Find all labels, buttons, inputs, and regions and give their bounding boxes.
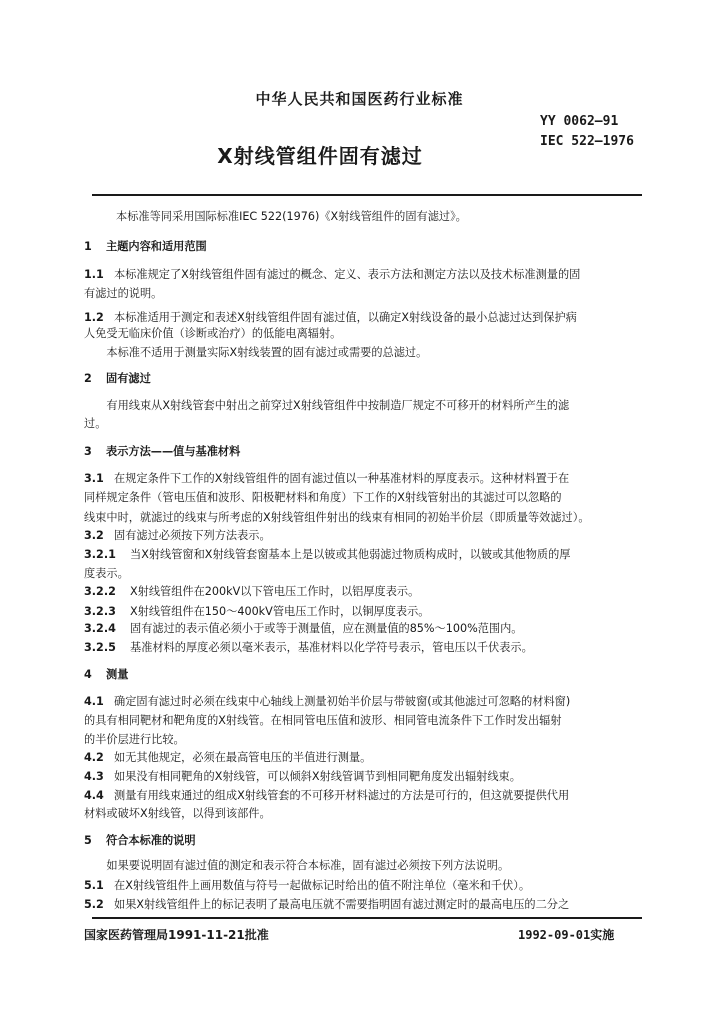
body-line: [84, 287, 654, 301]
clause-number: 4: [84, 668, 92, 681]
section-title: 符合本标准的说明: [106, 834, 196, 847]
clause-text: 确定固有滤过时必须在线束中心轴线上测量初始半价层与带铍窗(或其他滤过可忽略的材料窗): [114, 695, 571, 708]
clause-text: 的半价层进行比较。: [84, 733, 185, 746]
section-title: 主题内容和适用范围: [106, 240, 207, 253]
body-line: [84, 879, 654, 893]
clause-number: 3.2: [84, 529, 104, 542]
body-line: [84, 268, 654, 282]
footer-divider: [92, 917, 642, 919]
section-heading: [84, 372, 654, 386]
body-line: [84, 511, 654, 525]
clause-text: 的具有相同靶材和靶角度的X射线管。在相同管电压值和波形、相同管电流条件下工作时发出辐射: [84, 714, 562, 727]
clause-number: 4.3: [84, 770, 104, 783]
clause-number: 5.2: [84, 898, 104, 911]
section-title: 表示方法——值与基准材料: [106, 445, 241, 458]
clause-text: 度表示。: [84, 567, 129, 580]
clause-text: 如果没有相同靶角的X射线管，可以倾斜X射线管调节到相同靶角度发出辐射线束。: [114, 770, 521, 783]
effective-date: 1992-09-01实施: [518, 928, 615, 942]
header-divider: [92, 194, 642, 196]
body-line: [84, 491, 654, 505]
body-line: [84, 751, 654, 765]
body-line: [84, 898, 654, 912]
body-line: [84, 789, 654, 803]
section-heading: [84, 240, 654, 254]
clause-text: 测量有用线束通过的组成X射线管套的不可移开材料滤过的方法是可行的，但这就要提供代用: [114, 789, 570, 802]
clause-text: 当X射线管窗和X射线管套窗基本上是以铍或其他弱滤过物质构成时，以铍或其他物质的厚: [130, 548, 571, 561]
section-title: 测量: [106, 668, 129, 681]
clause-text: 有用线束从X射线管套中射出之前穿过X射线管组件中按制造厂规定不可移开的材料所产生的滤: [84, 399, 570, 412]
clause-number: 5.1: [84, 879, 104, 892]
body-line: [84, 695, 654, 709]
clause-number: 1.2: [84, 311, 104, 324]
clause-text: 同样规定条件（管电压值和波形、阳极靶材料和角度）下工作的X射线管射出的其滤过可以忽略的: [84, 491, 562, 504]
body-line: [84, 714, 654, 728]
body-line: [84, 605, 654, 619]
clause-number: 3.2.2: [84, 585, 116, 598]
clause-text: X射线管组件在150～400kV管电压工作时，以铜厚度表示。: [130, 605, 430, 618]
body-line: [84, 770, 654, 784]
iec-code: IEC 522—1976: [540, 134, 634, 149]
clause-number: 3.2.5: [84, 641, 116, 654]
clause-text: 人免受无临床价值（诊断或治疗）的低能电离辐射。: [84, 327, 342, 340]
body-line: [84, 641, 654, 655]
body-line: [84, 529, 654, 543]
body-line: [84, 327, 654, 341]
approval-note: 国家医药管理局1991-11-21批准: [84, 928, 269, 942]
body-line: [84, 311, 654, 325]
clause-number: 3.2.3: [84, 605, 116, 618]
clause-text: 在X射线管组件上画用数值与符号一起做标记时给出的值不附注单位（毫米和千伏）。: [114, 879, 531, 892]
clause-number: 3.2.1: [84, 548, 116, 561]
clause-text: X射线管组件在200kV以下管电压工作时，以铝厚度表示。: [130, 585, 420, 598]
clause-text: 过。: [84, 417, 107, 430]
body-line: [84, 733, 654, 747]
intro-paragraph: 本标准等同采用国际标准IEC 522(1976)《X射线管组件的固有滤过》。: [116, 210, 467, 223]
clause-text: 固有滤过必须按下列方法表示。: [114, 529, 271, 542]
clause-number: 4.1: [84, 695, 104, 708]
standard-code: YY 0062—91: [540, 114, 619, 129]
document-title: X射线管组件固有滤过: [217, 144, 423, 168]
clause-text: 固有滤过的表示值必须小于或等于测量值，应在测量值的85%～100%范围内。: [130, 622, 523, 635]
section-heading: [84, 445, 654, 459]
clause-text: 基准材料的厚度必须以毫米表示，基准材料以化学符号表示，管电压以千伏表示。: [130, 641, 533, 654]
clause-number: 1: [84, 240, 92, 253]
clause-number: 3.2.4: [84, 622, 116, 635]
clause-number: 3.1: [84, 472, 104, 485]
clause-number: 3: [84, 445, 92, 458]
clause-number: 5: [84, 834, 92, 847]
body-line: [84, 859, 654, 873]
clause-text: 线束中时，就滤过的线束与所考虑的X射线管组件射出的线束有相同的初始半价层（即质量等效滤过）。: [84, 511, 590, 524]
clause-number: 2: [84, 372, 92, 385]
section-title: 固有滤过: [106, 372, 151, 385]
clause-text: 如果要说明固有滤过值的测定和表示符合本标准，固有滤过必须按下列方法说明。: [84, 859, 510, 872]
clause-text: 如无其他规定，必须在最高管电压的半值进行测量。: [114, 751, 372, 764]
clause-text: 本标准规定了X射线管组件固有滤过的概念、定义、表示方法和测定方法以及技术标准测量的固: [114, 268, 581, 281]
clause-text: 在规定条件下工作的X射线管组件的固有滤过值以一种基准材料的厚度表示。这种材料置于在: [114, 472, 570, 485]
clause-number: 4.2: [84, 751, 104, 764]
body-line: [84, 548, 654, 562]
body-line: [84, 399, 654, 413]
clause-number: 1.1: [84, 268, 104, 281]
body-line: [84, 622, 654, 636]
body-line: [84, 417, 654, 431]
clause-text: 本标准适用于测定和表述X射线管组件固有滤过值，以确定X射线设备的最小总滤过达到保护病: [114, 311, 577, 324]
section-heading: [84, 668, 654, 682]
body-line: [84, 585, 654, 599]
clause-number: 4.4: [84, 789, 104, 802]
clause-text: 如果X射线管组件上的标记表明了最高电压就不需要指明固有滤过测定时的最高电压的二分之: [114, 898, 570, 911]
body-line: [84, 346, 654, 360]
clause-text: 材料或破坏X射线管，以得到该部件。: [84, 807, 271, 820]
body-line: [84, 472, 654, 486]
body-line: [84, 567, 654, 581]
clause-text: 有滤过的说明。: [84, 287, 163, 300]
clause-text: 本标准不适用于测量实际X射线装置的固有滤过或需要的总滤过。: [84, 346, 428, 359]
section-heading: [84, 834, 654, 848]
standard-category: 中华人民共和国医药行业标准: [255, 90, 464, 108]
body-line: [84, 807, 654, 821]
